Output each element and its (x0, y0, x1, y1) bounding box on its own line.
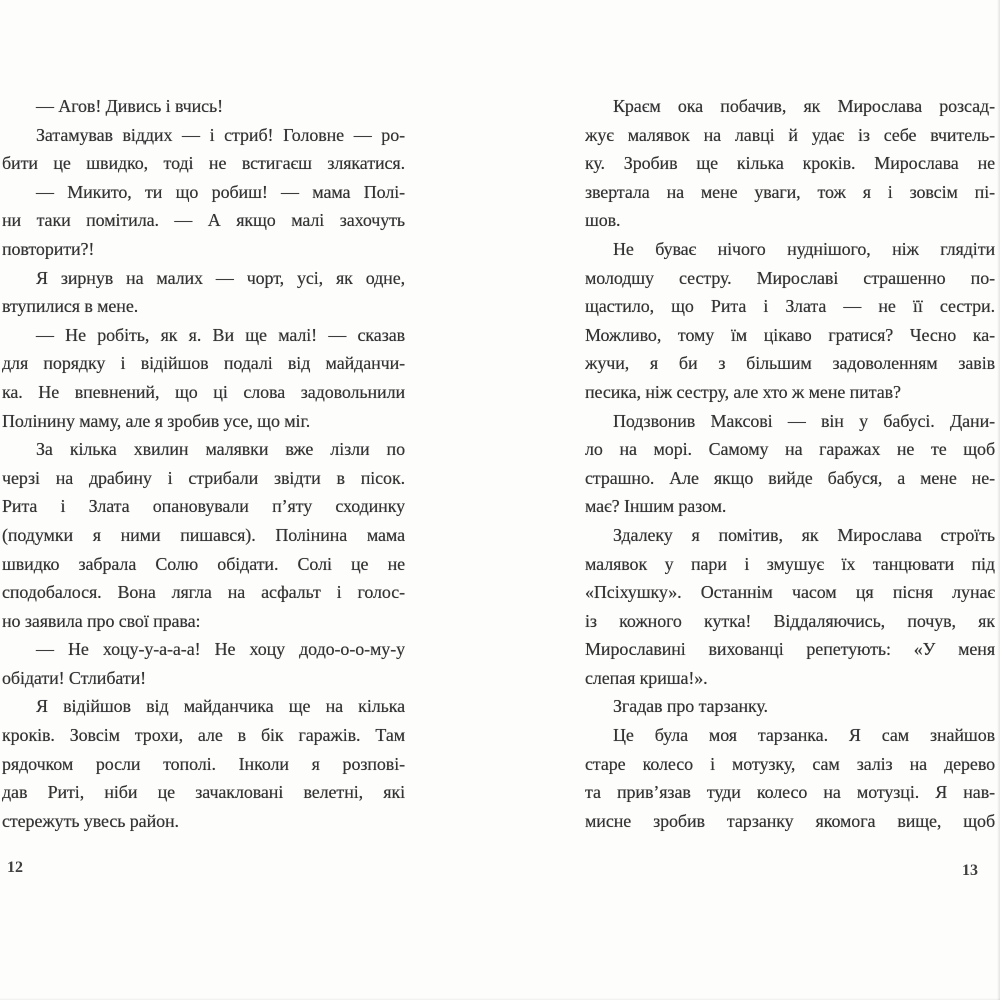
text-line: повторити?! (2, 238, 95, 259)
text-line: Можливо, тому їм цікаво гратися? Чесно ка- (585, 324, 995, 345)
text-line: — Не робіть, як я. Ви ще малі! — сказав (36, 324, 405, 345)
text-line: жучи, я би з більшим задоволенням завів (585, 353, 995, 374)
text-line: Я зирнув на малих — чорт, усі, як одне, (36, 267, 405, 288)
text-line: щастило, що Рита і Злата — не її сестри. (585, 296, 995, 317)
text-line: ни таки помітила. — А якщо малі захочуть (2, 210, 405, 231)
text-line: Краєм ока побачив, як Мирослава розсад- (613, 96, 995, 116)
text-line: звертала на мене уваги, тож я і зовсім пі- (585, 181, 995, 202)
text-line: старе колесо і мотузку, сам заліз на дерево (585, 753, 995, 774)
text-line: Полінину маму, але я зробив усе, що міг. (2, 410, 311, 431)
text-line: Не буває нічого нуднішого, ніж глядіти (613, 238, 995, 259)
text-line: малявок у пари і змушує їх танцювати під (585, 553, 995, 574)
text-line: бити це швидко, тоді не встигаєш злякатися. (2, 153, 405, 174)
text-line: слепая криша!». (585, 667, 708, 688)
page-left-text-column (2, 92, 405, 835)
text-line: Згадав про тарзанку. (613, 696, 768, 717)
text-line: Я відійшов від майданчика ще на кілька (36, 696, 405, 717)
text-line: має? Іншим разом. (585, 496, 727, 517)
text-line: песика, ніж сестру, але хто ж мене питав? (585, 381, 901, 402)
text-line: для порядку і відійшов подалі від майданчи- (2, 353, 405, 374)
text-line: кроків. Зовсім трохи, але в бік гаражів. Там (2, 725, 405, 746)
text-line: втупилися в мене. (2, 296, 139, 317)
text-line: Це була моя тарзанка. Я сам знайшов (613, 725, 995, 746)
text-line: — Не хоцу-у-а-а-а! Не хоцу додо-о-о-му-у (36, 639, 405, 660)
text-line: ка. Не впевнений, що ці слова задовольнили (2, 381, 405, 402)
text-line: ку. Зробив ще кілька кроків. Мирослава не (585, 153, 995, 174)
text-line: молодшу сестру. Мирославі страшенно по- (585, 267, 995, 288)
text-line: дав Риті, ніби це зачакловані велетні, які (2, 782, 405, 803)
page-number-right: 13 (962, 862, 978, 879)
text-line: Рита і Злата опановували п’яту сходинку (2, 496, 405, 517)
text-line: Затамував віддих — і стриб! Головне — ро- (36, 124, 405, 145)
text-line: За кілька хвилин малявки вже лізли по (36, 439, 405, 460)
text-line: Здалеку я помітив, як Мирослава строїть (613, 524, 995, 545)
page-right-text-column (585, 92, 995, 835)
text-line: рядочком росли тополі. Інколи я розпові- (2, 753, 405, 774)
text-line: стережуть увесь район. (2, 810, 179, 831)
text-line: «Псіхушку». Останнім часом ця пісня лунає (585, 582, 995, 603)
text-line: Подзвонив Максові — він у бабусі. Дани- (613, 410, 995, 431)
text-line: із кожного кутка! Віддаляючись, почув, як (585, 610, 995, 631)
text-line: швидко забрала Солю обідати. Солі це не (2, 553, 405, 574)
text-line: но заявила про свої права: (2, 610, 201, 631)
text-line: шов. (585, 210, 621, 231)
text-line: мисне зробив тарзанку якомога вище, щоб (585, 810, 995, 831)
text-line: Мирославині вихованці репетують: «У меня (585, 639, 995, 660)
text-line: страшно. Але якщо вийде бабуся, а мене не- (585, 467, 995, 488)
text-line: обідати! Стлибати! (2, 667, 147, 688)
text-line: сподобалося. Вона лягла на асфальт і голос- (2, 582, 405, 603)
text-line: — Агов! Дивись і вчись! (36, 96, 224, 116)
page-number-left: 12 (7, 859, 23, 876)
text-line: черзі на драбину і стрибали звідти в пісок. (2, 467, 405, 488)
text-line: та прив’язав туди колесо на мотузці. Я нав- (585, 782, 995, 803)
text-line: (подумки я ними пишався). Полінина мама (2, 524, 405, 545)
text-line: жує малявок на лавці й удає із себе вчитель- (585, 124, 995, 145)
text-line: — Микито, ти що робиш! — мама Полі- (36, 181, 405, 202)
text-line: ло на морі. Самому на гаражах не те щоб (585, 439, 995, 460)
